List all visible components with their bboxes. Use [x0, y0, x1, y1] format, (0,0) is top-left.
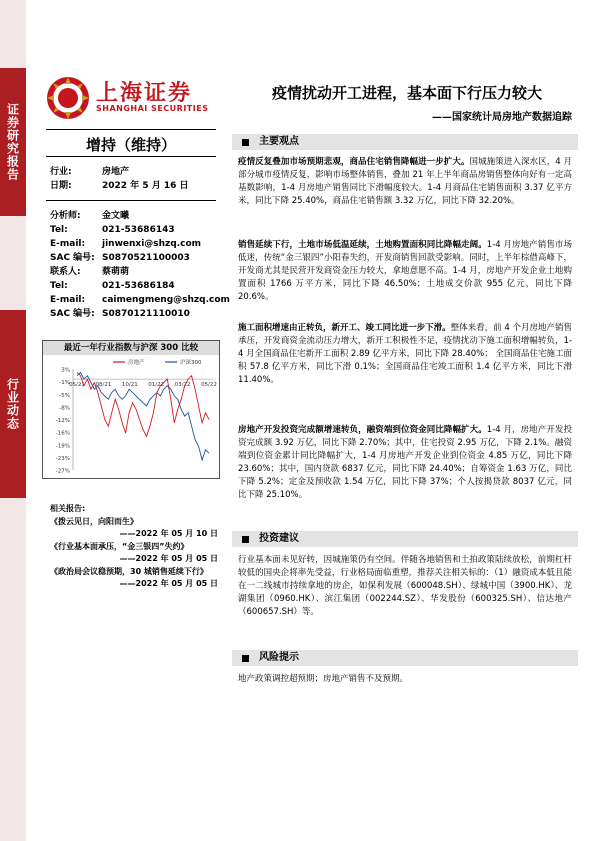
chart-plot [43, 355, 219, 478]
y-tick-label: -1% [59, 380, 70, 387]
report-type-label: 证券研究报告 [5, 103, 20, 181]
divider [46, 129, 216, 130]
report-title-main: 疫情扰动开工进程，基本面下行压力较大 [271, 84, 542, 102]
chart-title: 最近一年行业指数与沪深 300 比较 [43, 341, 219, 355]
report-date: ——2022 年 05 月 10 日 [119, 529, 218, 538]
y-tick-label: -19% [55, 443, 70, 450]
report-title[interactable]: 《政治局会议稳预期，30 城销售延续下行》 [50, 566, 208, 576]
index-comparison-chart [42, 340, 220, 479]
report-title[interactable]: 《拨云见日，向阳而生》 [50, 516, 138, 526]
divider [46, 156, 216, 157]
rating: 增持（维持） [85, 136, 176, 154]
analyst-row: 分析师: 金文曦 [50, 211, 130, 221]
date-row: 日期: 2022 年 5 月 16 日 [50, 181, 189, 191]
paragraph-construction: 施工面积增速由正转负，新开工、竣工同比进一步下滑。整体来看，前 4 个月房地产销售承压，开发商资金流动压力增大，新开工积极性不足，疫情扰动下施工面积增幅转负，1-4 月全国商品住宅新开工面积 2.89 亿平方米，同比下降 28.40%； 全国商品住宅施工面积 57.8 亿平方米，同比下滑 0.1%；全国商品住宅竣工面积 1.4 亿平方米，同比下滑 11.40%。 [238, 323, 572, 385]
report-date: ——2022 年 05 月 05 日 [119, 554, 218, 563]
y-tick-label: -12% [55, 418, 70, 424]
paragraph-risk: 地产政策调控超预期；房地产销售不及预期。 [238, 674, 409, 684]
section-header-key-points: 主要观点 [232, 134, 578, 150]
paragraph-sales: 疫情反复叠加市场预期悲观，商品住宅销售降幅进一步扩大。国城施策进入深水区，4 月部分城市疫情反复，影响市场整体销售，叠加 21 年上半年商品房销售整体向好有一定高基数影响，1-4 月房地产销售同比下滑幅度较大。1-4 月商品住宅销售面积 3.37 亿平方米，同比下降 25.40%，商品住宅销售额 3.32 万亿，同比下降 32.20%。 [238, 157, 572, 206]
report-date: ——2022 年 05 月 05 日 [119, 579, 218, 588]
contact-sac-row: SAC 编号: S0870121110010 [50, 309, 190, 319]
x-tick-label: 05/22 [201, 382, 217, 389]
paragraph-investment: 房地产开发投资完成额增速转负，融资端到位资金同比降幅扩大。1-4 月，房地产开发投资完成额 3.92 万亿，同比下降 2.70%；其中，住宅投资 2.95 万亿，下降 2.1%。融资端到位资金累计同比降幅扩大，1-4 月房地产开发企业到位资金 4.85 万亿，同比下降 23.60%；其中，国内贷款 6837 亿元，同比下降 24.40%；自筹资金 1.63 万亿，同比下降 5.2%；定金及预收款 1.54 万亿，同比下降 37%；个人按揭贷款 8037 亿元，同比下降 25.10%。 [238, 425, 572, 500]
paragraph-land: 销售延续下行，土地市场低温延续，土地购置面积同比降幅走阔。1-4 月房地产销售市场低迷，传统“金三银四”小阳春失约，开发商销售回款受影响。同时，上半年棕借高峰下，开发商尤其是民营开发商资金压力较大，拿地意愿不高。1-4 月，房地产开发企业土地购置面积 1766 万平方米，同比下降 46.50%；土地成交价款 955 亿元，同比下降 20.6%。 [238, 240, 572, 302]
contact-tel-row: Tel: 021-53686184 [50, 281, 175, 291]
industry-row: 行业: 房地产 [50, 167, 130, 177]
legend-label: 沪深300 [180, 360, 202, 366]
analyst-email-row: E-mail: jinwenxi@shzq.com [50, 239, 202, 249]
section-header-risk: 风险提示 [232, 650, 578, 666]
logo-text-cn: 上海证券 [96, 81, 193, 106]
square-bullet-icon [242, 139, 249, 146]
report-title[interactable]: 《行业基本面承压，“金三银四”失约》 [50, 541, 189, 551]
contact-email-row: E-mail: caimengmeng@shzq.com [50, 295, 230, 305]
y-tick-label: -16% [55, 430, 70, 437]
y-tick-label: 3% [61, 367, 70, 374]
sidebar-report-type [0, 68, 26, 216]
company-logo [46, 74, 216, 124]
sidebar-report-category [0, 310, 26, 498]
x-tick-label: 10/21 [121, 382, 138, 389]
related-reports [50, 503, 218, 591]
y-tick-label: -5% [59, 392, 70, 399]
analyst-sac-row: SAC 编号: S0870521100003 [50, 253, 190, 263]
square-bullet-icon [242, 536, 249, 543]
y-tick-label: -8% [59, 405, 70, 412]
x-tick-label: 01/22 [148, 382, 165, 389]
y-tick-label: -27% [55, 468, 70, 475]
report-category-label: 行业动态 [5, 378, 20, 430]
logo-text-en: SHANGHAI SECURITIES [96, 104, 209, 113]
divider [46, 200, 216, 201]
x-tick-label: 05/21 [69, 382, 85, 389]
analyst-tel-row: Tel: 021-53686143 [50, 225, 175, 235]
paragraph-advice: 行业基本面未见好转，因城施策仍有空间。伴随各地销售和土拍政策陆续放松，前期杠杆较低的国央企将率先受益，行业格局面临重塑，推荐关注相关标的：（1）融资成本低且能在一二线城市持续拿地的房企，如保利发展（600048.SH）、绿城中国（3900.HK）、龙湖集团（0960.HK）、滨江集团（002244.SZ）、华发股份（600325.SH）、信达地产（600657.SH）等。 [238, 555, 572, 617]
x-tick-label: 03/22 [174, 382, 191, 389]
report-subtitle: ——国家统计局房地产数据追踪 [432, 112, 572, 123]
square-bullet-icon [242, 655, 249, 662]
section-header-investment-advice: 投资建议 [232, 531, 578, 547]
y-tick-label: -23% [55, 455, 70, 462]
contact-row: 联系人: 蔡萌萌 [50, 267, 130, 277]
legend-label: 房地产 [128, 360, 145, 366]
logo-emblem-icon [46, 76, 90, 120]
related-reports-heading: 相关报告: [50, 504, 86, 513]
x-tick-label: 08/21 [95, 382, 112, 389]
